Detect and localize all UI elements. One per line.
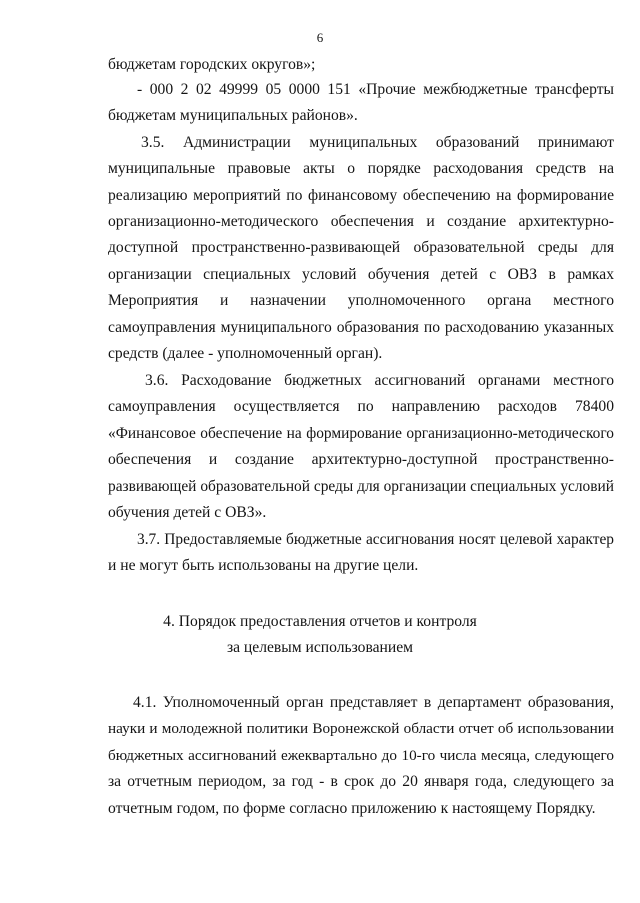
text-line: 3.5. Администрации муниципальных образований принимают bbox=[141, 134, 614, 151]
page-number: 6 bbox=[316, 30, 324, 45]
section-heading: за целевым использованием bbox=[226, 639, 414, 656]
text-line: 4.1. Уполномоченный орган представляет в департамент образования, bbox=[133, 694, 614, 711]
text-line: - 000 2 02 49999 05 0000 151 «Прочие межбюджетные трансферты bbox=[137, 81, 614, 98]
text-line: доступной пространственно-развивающей образовательной среды для bbox=[108, 239, 614, 256]
text-line: развивающей образовательной среды для организации специальных условий bbox=[108, 478, 614, 495]
text-line: Мероприятия и назначении уполномоченного органа местного bbox=[108, 292, 614, 309]
text-line: средств (далее - уполномоченный орган). bbox=[108, 345, 383, 362]
section-heading: 4. Порядок предоставления отчетов и контроля bbox=[163, 613, 477, 630]
text-line: реализацию мероприятий по финансовому обеспечению на формирование bbox=[108, 187, 614, 204]
text-line: обучения детей с ОВЗ». bbox=[108, 504, 267, 521]
text-line: 3.7. Предоставляемые бюджетные ассигнования носят целевой характер bbox=[137, 531, 614, 548]
text-line: 3.6. Расходование бюджетных ассигнований органами местного bbox=[145, 372, 614, 389]
text-line: и не могут быть использованы на другие цели. bbox=[108, 557, 419, 574]
text-line: обеспечения и создание архитектурно-доступной пространственно- bbox=[108, 451, 614, 468]
text-line: за отчетным периодом, за год - в срок до 20 января года, следующего за bbox=[108, 773, 614, 790]
text-line: организации специальных условий обучения детей с ОВЗ в рамках bbox=[108, 266, 614, 283]
text-line: «Финансовое обеспечение на формирование организационно-методического bbox=[108, 425, 614, 442]
text-line: муниципальные правовые акты о порядке расходования средств на bbox=[108, 160, 614, 177]
text-line: организационно-методического обеспечения и создание архитектурно- bbox=[108, 213, 614, 230]
text-line: бюджетам муниципальных районов». bbox=[108, 107, 358, 124]
text-line: самоуправления муниципального образования по расходованию указанных bbox=[108, 319, 614, 336]
text-line: бюджетных ассигнований ежеквартально до 10-го числа месяца, следующего bbox=[108, 747, 614, 764]
text-line: бюджетам городских округов»; bbox=[108, 56, 316, 73]
text-line: самоуправления осуществляется по направлению расходов 78400 bbox=[108, 398, 614, 415]
text-line: отчетным годом, по форме согласно приложению к настоящему Порядку. bbox=[108, 800, 596, 817]
text-line: науки и молодежной политики Воронежской области отчет об использовании bbox=[108, 720, 614, 737]
